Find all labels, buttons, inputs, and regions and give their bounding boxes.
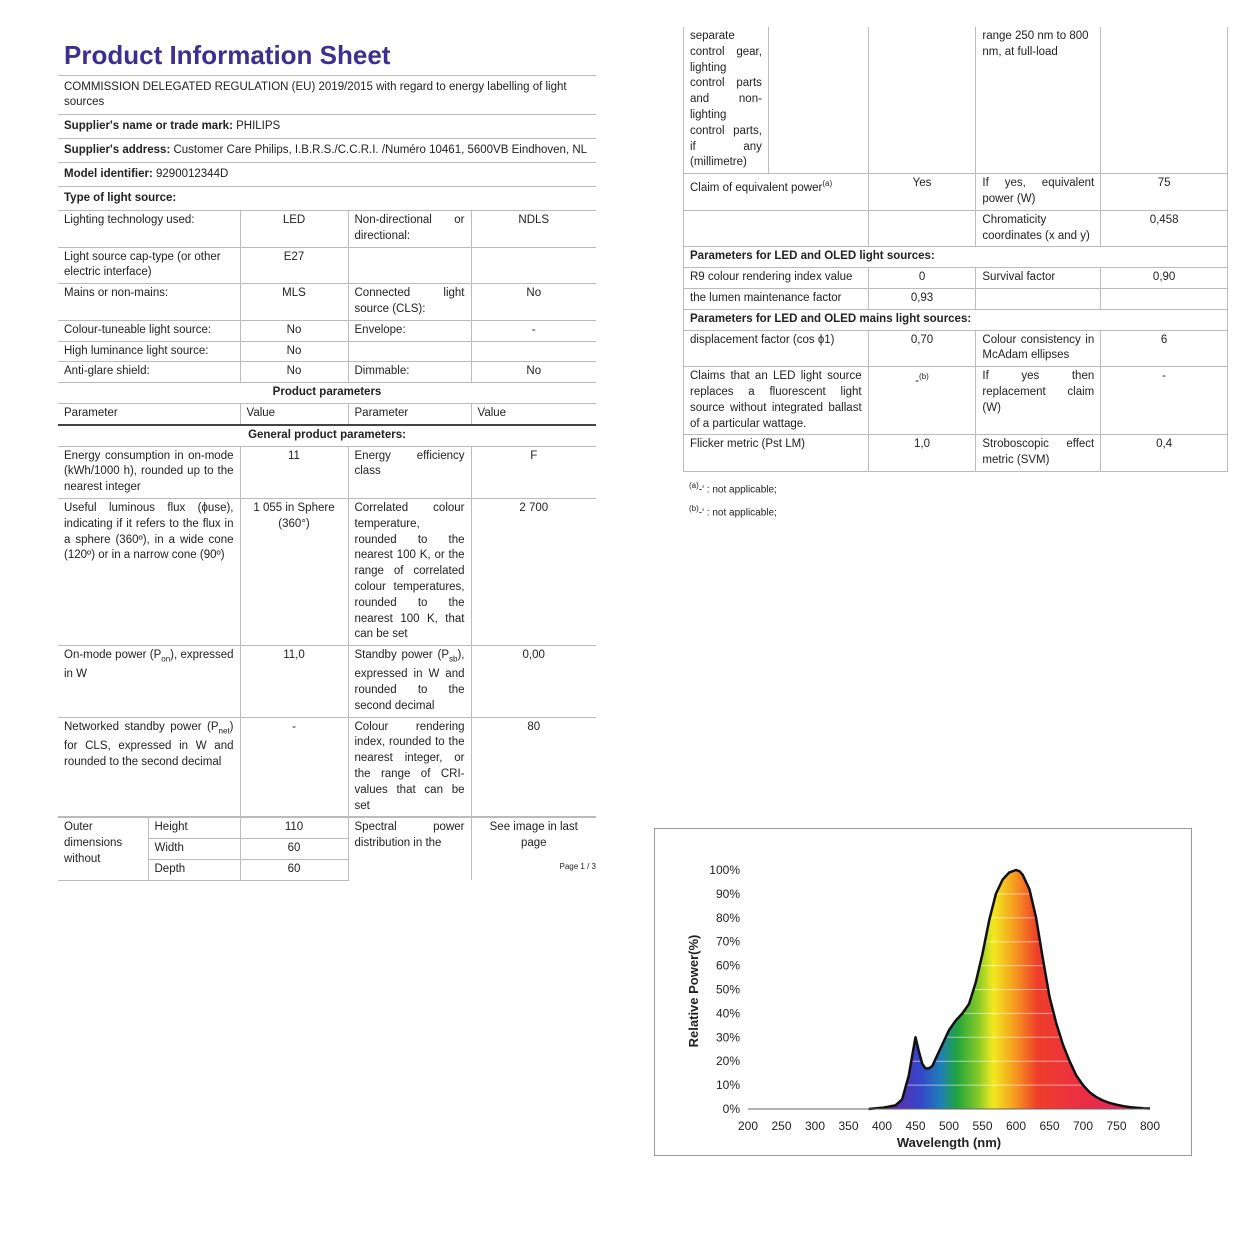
parameters-table	[683, 27, 1228, 472]
cell-value: 1,0	[868, 435, 976, 472]
cell-value: 0,93	[868, 288, 976, 309]
table-row	[684, 268, 1228, 289]
subscript: net	[218, 725, 230, 735]
cell-value: E27	[240, 247, 348, 284]
dim-label: Width	[148, 839, 240, 860]
cell-label-part: On-mode power (P	[64, 649, 162, 662]
cell-value-part: -	[915, 374, 920, 387]
supplier-name-row	[58, 114, 596, 138]
column-header-row	[58, 403, 596, 424]
x-tick-label: 200	[737, 1119, 759, 1133]
cell-label: Colour-tuneable light source:	[58, 320, 240, 341]
page-1	[58, 38, 596, 881]
supplier-name-value: PHILIPS	[236, 120, 281, 132]
cell-label: Survival factor	[976, 268, 1101, 289]
cell-label-part: ) for CLS, expressed in W and rounded to the second decimal	[64, 720, 234, 768]
x-tick-label: 350	[838, 1119, 859, 1133]
light-source-table	[58, 210, 596, 817]
section-header-row	[684, 247, 1228, 268]
x-tick-label: 650	[1039, 1119, 1060, 1133]
section-header-row	[58, 425, 596, 446]
cell-label: Energy efficiency class	[348, 446, 471, 498]
cell-value: No	[240, 362, 348, 383]
cell-value: 0	[868, 268, 976, 289]
dim-value: 60	[240, 859, 348, 880]
dim-value: 60	[240, 839, 348, 860]
x-tick-label: 250	[771, 1119, 792, 1133]
cell-value: 11	[240, 446, 348, 498]
cell-value: No	[240, 320, 348, 341]
cell-label: Non-directional or directional:	[348, 211, 471, 248]
y-tick-label: 80%	[715, 910, 740, 925]
empty-cell	[1101, 288, 1228, 309]
footnote-marker: (a)	[822, 179, 833, 189]
table-row	[684, 435, 1228, 472]
cell-label: Useful luminous flux (ϕuse), indicating if it refers to the flux in a sphere (360º), in a wide cone (120º) or in a narrow cone (90º)	[58, 498, 240, 645]
chart-svg	[655, 829, 1191, 1155]
cell-label-part: Claim of equivalent power	[690, 182, 823, 194]
dimensions-table	[58, 817, 596, 880]
cell-value: F	[471, 446, 596, 498]
table-row	[58, 247, 596, 284]
footnote-marker: (b)	[689, 504, 699, 514]
cell-label: the lumen maintenance factor	[684, 288, 869, 309]
cell-value	[471, 341, 596, 362]
cell-value: No	[471, 362, 596, 383]
table-row	[58, 498, 596, 645]
cell-label: If yes then replacement claim (W)	[976, 367, 1101, 435]
cell-value: No	[471, 284, 596, 321]
cell-label: Colour rendering index, rounded to the nearest integer, or the range of CRI-values that can be set	[348, 717, 471, 817]
led-parameters-header: Parameters for LED and OLED light sources:	[684, 247, 1228, 268]
y-tick-label: 20%	[715, 1054, 740, 1069]
empty-cell	[1101, 27, 1228, 174]
x-tick-label: 700	[1072, 1119, 1094, 1133]
table-row	[684, 288, 1228, 309]
table-row	[58, 211, 596, 248]
y-tick-label: 50%	[715, 982, 740, 997]
cell-value: LED	[240, 211, 348, 248]
cell-label: Chromaticity coordinates (x and y)	[976, 210, 1101, 247]
y-axis-label: Relative Power(%)	[686, 934, 701, 1048]
y-tick-label: 60%	[715, 958, 740, 973]
x-tick-label: 400	[871, 1119, 893, 1133]
y-tick-label: 70%	[715, 934, 740, 949]
cell-value	[868, 367, 976, 435]
table-row	[684, 367, 1228, 435]
cell-label: Flicker metric (Pst LM)	[684, 435, 869, 472]
empty-cell	[976, 288, 1101, 309]
cell-label: Correlated colour temperature, rounded to the nearest 100 K, or the range of correlated colour temperatures, rounded to the nearest 100 K, that can be set	[348, 498, 471, 645]
cell-value: -	[471, 320, 596, 341]
cell-label: Colour consistency in McAdam ellipses	[976, 330, 1101, 367]
y-tick-label: 40%	[715, 1006, 740, 1021]
cell-label-part: ), expressed in W and rounded to the second decimal	[354, 649, 465, 712]
table-row	[58, 646, 596, 717]
section-header-row	[58, 383, 596, 404]
cell-value: NDLS	[471, 211, 596, 248]
cell-label: R9 colour rendering index value	[684, 268, 869, 289]
cell-label: Anti-glare shield:	[58, 362, 240, 383]
cell-label	[348, 341, 471, 362]
table-row	[58, 818, 596, 839]
cell-label: High luminance light source:	[58, 341, 240, 362]
table-row	[58, 446, 596, 498]
table-row	[58, 320, 596, 341]
type-label: Type of light source:	[64, 192, 177, 204]
table-row	[58, 362, 596, 383]
mains-parameters-header: Parameters for LED and OLED mains light sources:	[684, 309, 1228, 330]
empty-cell	[868, 27, 976, 174]
cell-value	[471, 247, 596, 284]
x-tick-label: 800	[1139, 1119, 1161, 1133]
column-header: Parameter	[58, 403, 240, 424]
y-tick-label: 30%	[715, 1030, 740, 1045]
cell-label-part: Standby power (P	[354, 649, 450, 662]
x-axis-label: Wavelength (nm)	[896, 1135, 1002, 1150]
column-header: Value	[240, 403, 348, 424]
empty-cell	[768, 27, 868, 174]
column-header: Value	[471, 403, 596, 424]
dim-value: 110	[240, 818, 348, 839]
cell-label	[58, 717, 240, 817]
spd-value: See image in last page	[471, 818, 596, 880]
cell-value: No	[240, 341, 348, 362]
type-row	[58, 186, 596, 210]
cell-label-part: Networked standby power (P	[64, 720, 219, 733]
footnote-text: -' : not applicable;	[698, 484, 777, 496]
cell-label-part: ), expressed in W	[64, 649, 234, 681]
cell-label: Lighting technology used:	[58, 211, 240, 248]
cell-label: range 250 nm to 800 nm, at full-load	[976, 27, 1101, 174]
cell-value: 0,4	[1101, 435, 1228, 472]
cell-value: 1 055 in Sphere (360°)	[240, 498, 348, 645]
general-parameters-header: General product parameters:	[58, 425, 596, 446]
cell-label: Mains or non-mains:	[58, 284, 240, 321]
cell-value: 75	[1101, 174, 1228, 211]
cell-label: If yes, equivalent power (W)	[976, 174, 1101, 211]
cell-label: Stroboscopic effect metric (SVM)	[976, 435, 1101, 472]
cell-value: -	[240, 717, 348, 817]
footnote-text: -' : not applicable;	[698, 507, 777, 519]
dim-label: Height	[148, 818, 240, 839]
table-row	[684, 27, 1228, 174]
page-title: Product Information Sheet	[64, 40, 391, 70]
page-2	[683, 27, 1228, 523]
cell-value: 11,0	[240, 646, 348, 717]
cell-value: 0,90	[1101, 268, 1228, 289]
cell-value: MLS	[240, 284, 348, 321]
cell-label: displacement factor (cos ϕ1)	[684, 330, 869, 367]
cell-label: Claims that an LED light source replaces a fluorescent light source without integrated ballast of a particular wattage.	[684, 367, 869, 435]
outer-dimensions-label: Outer dimensions without	[58, 818, 148, 880]
cell-label	[684, 174, 869, 211]
spectral-power-chart	[654, 828, 1192, 1156]
dim-label: Depth	[148, 859, 240, 880]
cell-value: Yes	[868, 174, 976, 211]
cell-label: Energy consumption in on-mode (kWh/1000 h), rounded up to the nearest integer	[58, 446, 240, 498]
footnotes	[683, 476, 1228, 523]
table-row	[58, 717, 596, 817]
subscript: sb	[449, 654, 458, 664]
table-row	[684, 210, 1228, 247]
model-label: Model identifier:	[64, 168, 153, 180]
x-tick-label: 450	[905, 1119, 926, 1133]
cell-label: Light source cap-type (or other electric interface)	[58, 247, 240, 284]
regulation-text: COMMISSION DELEGATED REGULATION (EU) 2019/2015 with regard to energy labelling of light sources	[58, 75, 596, 114]
footnote-b	[689, 499, 1228, 522]
table-row	[684, 330, 1228, 367]
cell-label	[348, 646, 471, 717]
supplier-address-label: Supplier's address:	[64, 144, 171, 156]
model-row	[58, 162, 596, 186]
cell-label: Envelope:	[348, 320, 471, 341]
table-row	[58, 284, 596, 321]
subscript: on	[161, 654, 171, 664]
footnote-marker: (b)	[919, 372, 929, 382]
y-tick-label: 10%	[715, 1078, 740, 1093]
cell-value: 80	[471, 717, 596, 817]
y-tick-label: 90%	[715, 886, 740, 901]
cell-value: 0,00	[471, 646, 596, 717]
empty-cell	[868, 210, 976, 247]
table-row	[684, 174, 1228, 211]
supplier-name-label: Supplier's name or trade mark:	[64, 120, 233, 132]
spd-label: Spectral power distribution in the	[348, 818, 471, 880]
product-parameters-header: Product parameters	[58, 383, 596, 404]
cell-label	[348, 247, 471, 284]
cell-label	[58, 646, 240, 717]
cell-value: -	[1101, 367, 1228, 435]
column-header: Parameter	[348, 403, 471, 424]
section-header-row	[684, 309, 1228, 330]
plot-area	[709, 863, 1160, 1133]
y-tick-label: 0%	[722, 1102, 740, 1116]
y-tick-label: 100%	[709, 863, 740, 877]
supplier-address-row	[58, 138, 596, 162]
cell-value: 6	[1101, 330, 1228, 367]
x-tick-label: 500	[938, 1119, 960, 1133]
footnote-a	[689, 476, 1228, 499]
cell-value: 0,458	[1101, 210, 1228, 247]
supplier-address-value: Customer Care Philips, I.B.R.S./C.C.R.I. /Numéro 10461, 5600VB Eindhoven, NL	[173, 144, 588, 156]
table-row	[58, 341, 596, 362]
x-tick-label: 550	[972, 1119, 993, 1133]
x-tick-label: 600	[1005, 1119, 1027, 1133]
footnote-marker: (a)	[689, 480, 699, 490]
cell-value: 0,70	[868, 330, 976, 367]
cell-value: 2 700	[471, 498, 596, 645]
cell-label: Dimmable:	[348, 362, 471, 383]
model-value: 9290012344D	[156, 168, 229, 180]
empty-cell	[684, 210, 869, 247]
cell-label: separate control gear, lighting control parts and non-lighting control parts, if any (millimetre)	[684, 27, 769, 174]
x-tick-label: 750	[1106, 1119, 1127, 1133]
cell-label: Connected light source (CLS):	[348, 284, 471, 321]
x-tick-label: 300	[804, 1119, 826, 1133]
page-number: Page 1 / 3	[559, 862, 596, 871]
